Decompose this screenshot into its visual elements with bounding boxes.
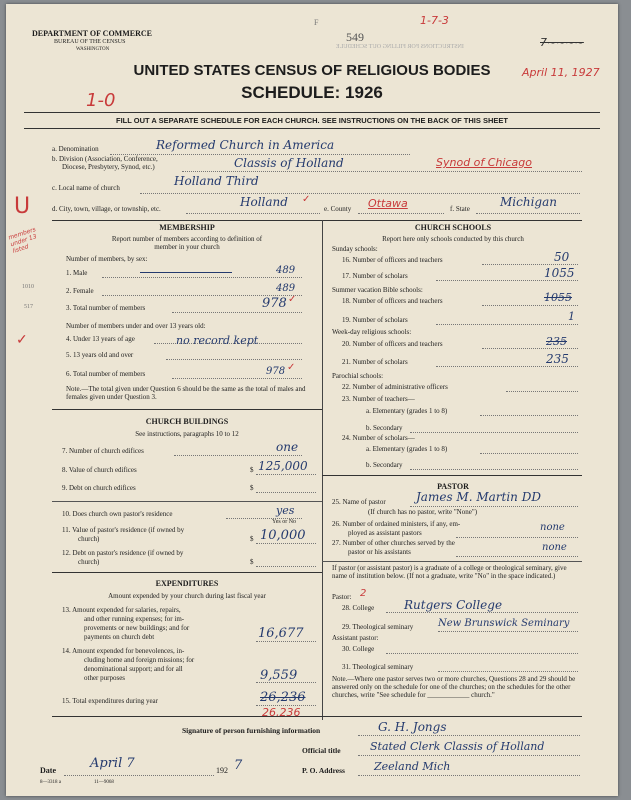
q14-label-1: 14. Amount expended for benevolences, in- (62, 647, 185, 655)
denomination-label: a. Denomination (52, 145, 99, 153)
po-address-label: P. O. Address (302, 766, 345, 775)
q27-label-2: pastor or his assistants (348, 548, 411, 556)
q17-value: 1055 (544, 266, 575, 280)
form-title: UNITED STATES CENSUS OF RELIGIOUS BODIES (133, 62, 491, 79)
print-code: 11—9068 (94, 780, 114, 785)
q1-value: 489 (276, 265, 296, 276)
q13-label-3: provements or new buildings; and for (84, 624, 190, 632)
division-line (182, 171, 582, 172)
signature-label: Signature of person furnishing information (182, 726, 321, 735)
q27-line (456, 556, 578, 557)
buildings-bottom-rule (52, 572, 322, 573)
local-name-label: c. Local name of church (52, 184, 120, 192)
q23a-label: a. Elementary (grades 1 to 8) (366, 407, 448, 415)
division-label-2: Diocese, Presbytery, Synod, etc.) (62, 163, 155, 171)
membership-bottom-rule (52, 409, 322, 410)
q13-value: 16,677 (258, 626, 304, 641)
q30-line (386, 653, 578, 654)
county-value: Ottawa (368, 197, 408, 210)
membership-intro-2: member in your church (154, 243, 220, 251)
mirrored-bleed-text: INSTRUCTIONS FOR FILLING OUT SCHEDULE (336, 44, 464, 50)
q29-line (438, 631, 578, 632)
official-title-line (358, 755, 580, 756)
q4-label: 4. Under 13 years of age (66, 335, 135, 343)
q9-line (256, 492, 316, 493)
pastor-check-mark: 2 (360, 588, 367, 599)
q26-line (456, 537, 578, 538)
members-by-age-label: Number of members under and over 13 years old: (66, 322, 206, 330)
q13-line (256, 641, 316, 642)
graduate-note: If pastor (or assistant pastor) is a graduate of a college or theological seminary, give name of institution below. (If not a graduate, write "No" in the space indicated.) (332, 564, 567, 580)
q6-value: 978 (266, 366, 286, 377)
q16-line (482, 264, 578, 265)
q3-line (172, 312, 302, 313)
q30-label: 30. College (342, 645, 375, 653)
q23b-label: b. Secondary (366, 424, 403, 432)
q13-label-1: 13. Amount expended for salaries, repairs, (62, 606, 181, 614)
expenditures-heading: EXPENDITURES (155, 579, 219, 588)
q18-line (482, 305, 578, 306)
division-value: Classis of Holland (234, 156, 344, 170)
margin-note: members under 13 listed (7, 226, 38, 255)
q21-line (436, 366, 578, 367)
q11-label-2: church) (78, 535, 100, 543)
county-line (358, 213, 444, 214)
q3-value: 978 (262, 296, 287, 311)
q21-label: 21. Number of scholars (342, 358, 408, 366)
q11-dollar: $ (250, 535, 254, 543)
stamp-f: F (314, 18, 319, 27)
po-address-value: Zeeland Mich (374, 760, 451, 773)
city-label: WASHINGTON (76, 47, 110, 52)
q1-label: 1. Male (66, 269, 88, 277)
sunday-schools-label: Sunday schools: (332, 245, 378, 253)
q10-hint: Yes or No (272, 519, 297, 525)
q15-value: 26,236 (260, 690, 306, 705)
q20-line (482, 348, 578, 349)
state-value: Michigan (500, 195, 557, 209)
q6-line (172, 378, 302, 379)
q22-label: 22. Number of administrative officers (342, 383, 448, 391)
form-code: 8—3318 a (40, 780, 61, 785)
q8-value: 125,000 (258, 459, 308, 473)
q23-label: 23. Number of teachers— (342, 395, 415, 403)
q20-value: 235 (546, 335, 567, 348)
city-value: Holland (240, 195, 288, 209)
q1-line (102, 277, 302, 278)
q5-line (166, 359, 302, 360)
q15-corrected-value: 26,236 (262, 706, 301, 719)
q18-label: 18. Number of officers and teachers (342, 297, 443, 305)
q19-line (436, 324, 578, 325)
schools-heading: CHURCH SCHOOLS (414, 223, 492, 232)
membership-heading: MEMBERSHIP (159, 223, 215, 232)
q12-line (256, 566, 316, 567)
po-address-line (358, 775, 580, 776)
schools-sub: Report here only schools conducted by this church (382, 235, 524, 243)
q14-label-2: cluding home and foreign missions; for (84, 656, 195, 664)
q1-strike (140, 272, 232, 273)
q13-label-4: payments on church debt (84, 633, 155, 641)
check-mark-city: ✓ (302, 194, 311, 205)
check-mark-total: ✓ (288, 294, 297, 305)
q28-line (386, 612, 578, 613)
pastor-label: Pastor: (332, 593, 352, 601)
q6-label: 6. Total number of members (66, 370, 146, 378)
denomination-value: Reformed Church in America (156, 138, 335, 152)
q21-value: 235 (546, 352, 569, 366)
q24a-label: a. Elementary (grades 1 to 8) (366, 445, 448, 453)
parochial-label: Parochial schools: (332, 372, 384, 380)
q28-value: Rutgers College (404, 598, 503, 612)
census-schedule-sheet (6, 4, 618, 796)
q19-label: 19. Number of scholars (342, 316, 408, 324)
buildings-sub: See instructions, paragraphs 10 to 12 (135, 430, 239, 438)
check-mark-total-2: ✓ (287, 362, 296, 373)
bureau-label: BUREAU OF THE CENSUS (54, 39, 126, 45)
q18-value: 1055 (544, 291, 572, 304)
q24b-line (410, 469, 578, 470)
state-line (476, 213, 580, 214)
q27-label-1: 27. Number of other churches served by the (332, 539, 455, 547)
q22-line (506, 391, 578, 392)
q14-label-4: other purposes (84, 674, 126, 682)
q28-label: 28. College (342, 604, 375, 612)
synod-value: Synod of Chicago (436, 156, 532, 169)
form-instruction: FILL OUT A SEPARATE SCHEDULE FOR EACH CHURCH. SEE INSTRUCTIONS ON THE BACK OF THIS SHEET (116, 116, 508, 125)
q7-line (174, 455, 302, 456)
code-mark: 1-0 (86, 90, 116, 111)
summer-schools-label: Summer vacation Bible schools: (332, 286, 423, 294)
grid-bottom-rule (52, 716, 582, 717)
assistant-pastor-label: Assistant pastor: (332, 634, 379, 642)
city-label: d. City, town, village, or township, etc. (52, 205, 161, 213)
pastor-note: Note.—Where one pastor serves two or more churches, Questions 28 and 29 should be answered only on the schedule for one of the churches; on the schedules for the other churches, write "See schedule for ____________ church." (332, 675, 576, 699)
margin-number-1: 1010 (22, 284, 34, 290)
buildings-mid-rule (52, 501, 322, 502)
department-label: DEPARTMENT OF COMMERCE (32, 29, 153, 38)
received-date-mark: April 11, 1927 (522, 66, 600, 79)
schools-bottom-rule (322, 475, 582, 476)
date-line (64, 775, 214, 776)
expenditures-sub: Amount expended by your church during last fiscal year (108, 592, 266, 600)
q9-dollar: $ (250, 484, 254, 492)
q15-label: 15. Total expenditures during year (62, 697, 158, 705)
state-label: f. State (450, 205, 470, 213)
local-name-value: Holland Third (174, 174, 259, 188)
q27-value: none (542, 542, 567, 553)
q12-label-1: 12. Debt on pastor's residence (if owned by (62, 549, 184, 557)
signature-line (358, 735, 580, 736)
membership-note: Note.—The total given under Question 6 should be the same as the total of males and females given under Question 3. (66, 385, 306, 401)
q5-label: 5. 13 years old and over (66, 351, 134, 359)
q10-value: yes (276, 504, 295, 517)
q11-label-1: 11. Value of pastor's residence (if owned by (62, 526, 185, 534)
q25-label: 25. Name of pastor (332, 498, 386, 506)
local-name-line (140, 193, 580, 194)
margin-check: ✓ (16, 333, 28, 348)
q31-line (438, 671, 578, 672)
q14-value: 9,559 (260, 668, 298, 683)
q23a-line (480, 415, 578, 416)
q7-label: 7. Number of church edifices (62, 447, 144, 455)
year-label: 192 (216, 766, 228, 775)
struck-mark: 7~~~~ (540, 36, 584, 49)
column-divider (322, 220, 323, 720)
membership-intro-1: Report number of members according to definition of (111, 235, 263, 243)
q19-value: 1 (568, 310, 575, 323)
q16-value: 50 (554, 250, 570, 264)
q26-label-1: 26. Number of ordained ministers, if any, em- (332, 520, 461, 528)
members-by-sex-label: Number of members, by sex: (66, 255, 148, 263)
q12-dollar: $ (250, 558, 254, 566)
q2-value: 489 (276, 283, 296, 294)
q24-label: 24. Number of scholars— (342, 434, 415, 442)
form-subtitle: SCHEDULE: 1926 (241, 83, 383, 102)
q8-dollar: $ (250, 466, 254, 474)
margin-u-mark: U (14, 194, 31, 219)
buildings-heading: CHURCH BUILDINGS (145, 417, 229, 426)
q16-label: 16. Number of officers and teachers (342, 256, 443, 264)
q12-label-2: church) (78, 558, 100, 566)
q3-label: 3. Total number of members (66, 304, 146, 312)
q11-line (256, 543, 316, 544)
q26-label-2: ployed as assistant pastors (348, 529, 422, 537)
pastor-mid-rule (322, 561, 582, 562)
division-label-1: b. Division (Association, Conference, (52, 155, 158, 163)
q10-label: 10. Does church own pastor's residence (62, 510, 173, 518)
q9-label: 9. Debt on church edifices (62, 484, 136, 492)
header-rule-bottom (24, 128, 600, 129)
q17-line (436, 280, 578, 281)
q7-value: one (276, 440, 299, 454)
q8-line (256, 474, 316, 475)
margin-number-2: 517 (24, 304, 33, 310)
grid-top-rule (52, 220, 582, 221)
q25-line (410, 506, 578, 507)
official-title-label: Official title (302, 746, 341, 755)
pastor-heading: PASTOR (437, 482, 469, 491)
q29-label: 29. Theological seminary (342, 623, 414, 631)
city-line (186, 213, 320, 214)
county-label: e. County (324, 205, 352, 213)
q24b-label: b. Secondary (366, 461, 403, 469)
date-value: April 7 (90, 756, 135, 771)
weekday-schools-label: Week-day religious schools: (332, 328, 412, 336)
q8-label: 8. Value of church edifices (62, 466, 137, 474)
date-label: Date (40, 766, 56, 775)
q11-value: 10,000 (260, 528, 306, 543)
q29-value: New Brunswick Seminary (438, 618, 570, 629)
q17-label: 17. Number of scholars (342, 272, 408, 280)
q2-label: 2. Female (66, 287, 94, 295)
signature-value: G. H. Jongs (378, 720, 447, 734)
q13-label-2: and other running expenses; for im- (84, 615, 185, 623)
q14-label-3: denominational support; and for all (84, 665, 183, 673)
official-title-value: Stated Clerk Classis of Holland (370, 740, 545, 753)
form-number: 549 (346, 30, 364, 44)
q26-value: none (540, 522, 565, 533)
q24a-line (480, 453, 578, 454)
year-value: 7 (234, 758, 243, 773)
header-rule-top (24, 112, 600, 113)
q4-value: no record kept (176, 334, 259, 347)
q31-label: 31. Theological seminary (342, 663, 414, 671)
q25-value: James M. Martin DD (416, 490, 541, 504)
q25-hint: (If church has no pastor, write "None") (368, 508, 478, 516)
top-red-mark: 1-7-3 (420, 14, 449, 27)
q23b-line (410, 432, 578, 433)
q20-label: 20. Number of officers and teachers (342, 340, 443, 348)
